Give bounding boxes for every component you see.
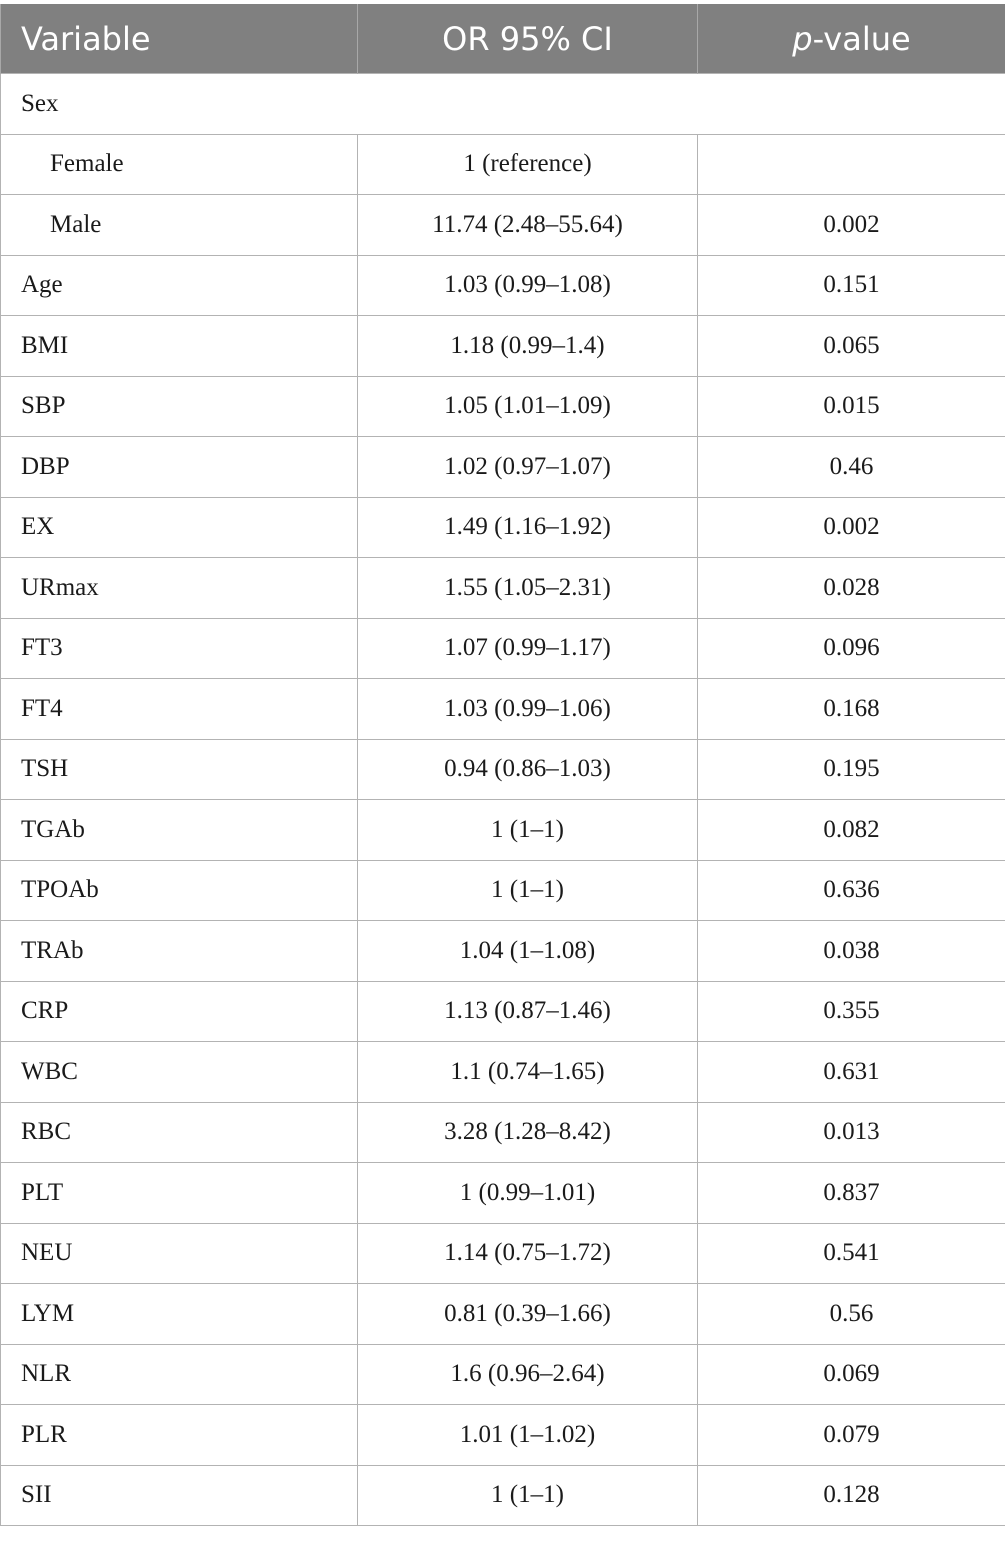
cell-p-value: 0.168 <box>698 679 1005 740</box>
cell-or-ci: 1 (1–1) <box>358 860 698 921</box>
cell-p-value: 0.128 <box>698 1465 1005 1526</box>
cell-or-ci: 1.13 (0.87–1.46) <box>358 981 698 1042</box>
cell-or-ci: 1.55 (1.05–2.31) <box>358 558 698 619</box>
table-header <box>1 4 1005 74</box>
cell-variable: WBC <box>1 1042 358 1103</box>
table-row <box>1 1163 1005 1224</box>
header-row <box>1 4 1005 74</box>
cell-variable: TRAb <box>1 921 358 982</box>
table-row <box>1 1344 1005 1405</box>
cell-variable: URmax <box>1 558 358 619</box>
cell-or-ci: 1.04 (1–1.08) <box>358 921 698 982</box>
cell-variable: SBP <box>1 376 358 437</box>
header-variable: Variable <box>1 4 358 74</box>
table-row <box>1 1042 1005 1103</box>
header-p-suffix: -value <box>812 19 911 58</box>
cell-variable: DBP <box>1 437 358 498</box>
cell-or-ci: 0.94 (0.86–1.03) <box>358 739 698 800</box>
cell-variable: NLR <box>1 1344 358 1405</box>
cell-variable: TSH <box>1 739 358 800</box>
cell-or-ci: 1 (0.99–1.01) <box>358 1163 698 1224</box>
cell-variable: FT3 <box>1 618 358 679</box>
cell-variable: NEU <box>1 1223 358 1284</box>
cell-p-value: 0.56 <box>698 1284 1005 1345</box>
cell-or-ci: 1.14 (0.75–1.72) <box>358 1223 698 1284</box>
cell-p-value: 0.541 <box>698 1223 1005 1284</box>
cell-variable: TGAb <box>1 800 358 861</box>
table-row <box>1 1405 1005 1466</box>
cell-variable: SII <box>1 1465 358 1526</box>
cell-p-value: 0.069 <box>698 1344 1005 1405</box>
cell-variable: FT4 <box>1 679 358 740</box>
group-row-sex <box>1 74 1005 135</box>
cell-p-value: 0.065 <box>698 316 1005 377</box>
cell-or-ci: 1.03 (0.99–1.08) <box>358 255 698 316</box>
table-row <box>1 497 1005 558</box>
cell-p-value: 0.46 <box>698 437 1005 498</box>
cell-p-value: 0.837 <box>698 1163 1005 1224</box>
table-row <box>1 1284 1005 1345</box>
cell-variable: BMI <box>1 316 358 377</box>
table-body <box>1 74 1005 1526</box>
cell-variable: TPOAb <box>1 860 358 921</box>
table-row <box>1 739 1005 800</box>
table-row <box>1 618 1005 679</box>
cell-variable: Female <box>1 134 358 195</box>
table-row <box>1 860 1005 921</box>
cell-variable: LYM <box>1 1284 358 1345</box>
header-p-value <box>698 4 1005 74</box>
cell-p-value: 0.028 <box>698 558 1005 619</box>
cell-or-ci: 1 (1–1) <box>358 800 698 861</box>
cell-or-ci: 1.18 (0.99–1.4) <box>358 316 698 377</box>
cell-or-ci: 1.49 (1.16–1.92) <box>358 497 698 558</box>
header-or-ci: OR 95% CI <box>358 4 698 74</box>
table-row <box>1 437 1005 498</box>
table-row <box>1 679 1005 740</box>
cell-or-ci: 1.6 (0.96–2.64) <box>358 1344 698 1405</box>
cell-p-value: 0.631 <box>698 1042 1005 1103</box>
table-row <box>1 195 1005 256</box>
cell-p-value: 0.636 <box>698 860 1005 921</box>
cell-p-value: 0.002 <box>698 497 1005 558</box>
cell-or-ci: 1 (1–1) <box>358 1465 698 1526</box>
cell-p-value: 0.038 <box>698 921 1005 982</box>
table-row <box>1 316 1005 377</box>
table-row <box>1 981 1005 1042</box>
table-row <box>1 1102 1005 1163</box>
header-p-italic: p <box>792 19 813 58</box>
table-row <box>1 255 1005 316</box>
cell-or-ci: 1.1 (0.74–1.65) <box>358 1042 698 1103</box>
cell-p-value: 0.013 <box>698 1102 1005 1163</box>
table-row <box>1 1465 1005 1526</box>
cell-variable: PLT <box>1 1163 358 1224</box>
cell-p-value: 0.002 <box>698 195 1005 256</box>
cell-p-value <box>698 134 1005 195</box>
table-row <box>1 1223 1005 1284</box>
cell-or-ci: 1.03 (0.99–1.06) <box>358 679 698 740</box>
table-row <box>1 376 1005 437</box>
table-row <box>1 921 1005 982</box>
cell-p-value: 0.151 <box>698 255 1005 316</box>
results-table <box>0 4 1005 1526</box>
cell-or-ci: 11.74 (2.48–55.64) <box>358 195 698 256</box>
cell-variable: Male <box>1 195 358 256</box>
table-row <box>1 558 1005 619</box>
cell-or-ci: 1.02 (0.97–1.07) <box>358 437 698 498</box>
cell-variable: RBC <box>1 1102 358 1163</box>
cell-or-ci: 3.28 (1.28–8.42) <box>358 1102 698 1163</box>
cell-p-value: 0.195 <box>698 739 1005 800</box>
cell-variable: EX <box>1 497 358 558</box>
cell-or-ci: 1.05 (1.01–1.09) <box>358 376 698 437</box>
cell-or-ci: 1 (reference) <box>358 134 698 195</box>
table-row <box>1 800 1005 861</box>
cell-or-ci: 0.81 (0.39–1.66) <box>358 1284 698 1345</box>
cell-variable: PLR <box>1 1405 358 1466</box>
cell-p-value: 0.355 <box>698 981 1005 1042</box>
cell-or-ci: 1.01 (1–1.02) <box>358 1405 698 1466</box>
cell-variable: Age <box>1 255 358 316</box>
cell-p-value: 0.096 <box>698 618 1005 679</box>
cell-or-ci: 1.07 (0.99–1.17) <box>358 618 698 679</box>
cell-p-value: 0.079 <box>698 1405 1005 1466</box>
cell-variable: CRP <box>1 981 358 1042</box>
group-label: Sex <box>1 74 1005 135</box>
table-row <box>1 134 1005 195</box>
cell-p-value: 0.015 <box>698 376 1005 437</box>
cell-p-value: 0.082 <box>698 800 1005 861</box>
